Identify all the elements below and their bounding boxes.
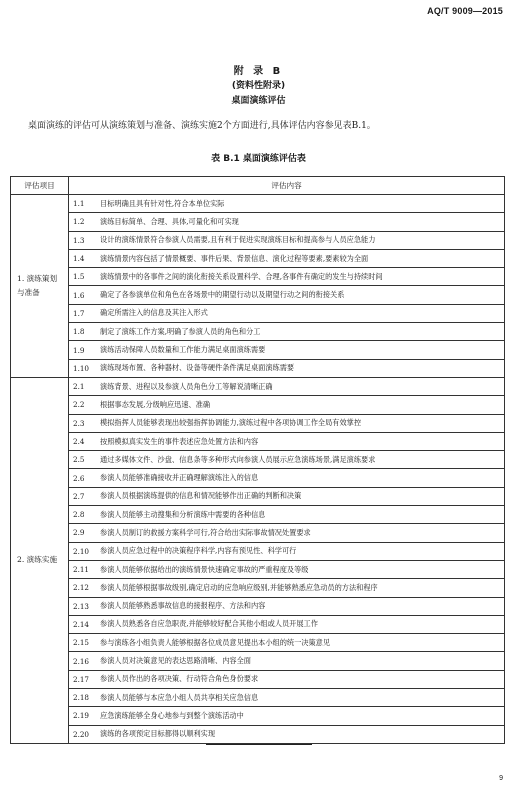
item-cell: [69, 451, 505, 469]
item-text: 参演人员熟悉各自应急职责,并能够较好配合其他小组或人员开展工作: [100, 619, 318, 629]
item-cell: [69, 377, 505, 395]
item-text: 参演人员能够依据给出的演练情景快速确定事故的严重程度及等级: [100, 564, 309, 574]
annex-name: 桌面演练评估: [231, 96, 286, 106]
evaluation-table: [10, 176, 505, 744]
table-caption: 表 B.1 桌面演练评估表: [211, 154, 306, 164]
item-cell: [69, 414, 505, 432]
page-number: 9: [499, 775, 503, 782]
header-eval-content: 评估内容: [69, 177, 505, 195]
item-cell: [69, 707, 505, 725]
item-number: 2.1: [73, 382, 85, 392]
category-cell: 1. 演练策划与准备: [11, 195, 69, 378]
item-number: 2.8: [73, 510, 85, 520]
item-text: 通过多媒体文件、沙盘、信息条等多种形式向参演人员展示应急演练场景,满足演练要求: [100, 454, 376, 464]
header-eval-item: 评估项目: [11, 177, 69, 195]
table-row: [11, 707, 505, 725]
item-number: 1.3: [73, 235, 85, 245]
item-text: 参与演练各小组负责人能够根据各位成员意见提出本小组的统一决策意见: [100, 637, 331, 647]
item-number: 2.9: [73, 528, 85, 538]
item-number: 2.14: [73, 619, 90, 629]
item-text: 参演人员能够主动搜集和分析演练中需要的各种信息: [100, 509, 266, 519]
item-number: 2.18: [73, 693, 90, 703]
item-text: 按照模拟真实发生的事件表述应急处置方法和内容: [100, 436, 259, 446]
item-number: 2.10: [73, 546, 90, 556]
item-cell: [69, 359, 505, 377]
item-cell: [69, 432, 505, 450]
table-row: [11, 469, 505, 487]
item-text: 演练背景、进程以及参演人员角色分工等解说清晰正确: [100, 381, 273, 391]
annex-title: 附 录 B: [233, 66, 284, 77]
table-body: [11, 195, 505, 744]
item-number: 2.6: [73, 473, 85, 483]
item-text: 演练的各项预定目标都得以顺利实现: [100, 729, 216, 739]
item-cell: [69, 304, 505, 322]
item-cell: [69, 560, 505, 578]
item-cell: [69, 634, 505, 652]
table-row: [11, 579, 505, 597]
item-number: 2.17: [73, 674, 90, 684]
table-row: [11, 560, 505, 578]
table-row: [11, 304, 505, 322]
table-row: [11, 231, 505, 249]
item-number: 1.9: [73, 345, 85, 355]
table-row: [11, 213, 505, 231]
item-text: 确定了各参演单位和角色在各场景中的期望行动以及期望行动之间的衔接关系: [100, 290, 345, 300]
item-text: 参演人员能够熟悉事故信息的接报程序、方法和内容: [100, 601, 266, 611]
item-cell: [69, 542, 505, 560]
item-number: 1.4: [73, 254, 85, 264]
item-number: 2.12: [73, 583, 90, 593]
item-number: 1.8: [73, 327, 85, 337]
item-cell: [69, 213, 505, 231]
table-row: [11, 524, 505, 542]
item-text: 参演人员应急过程中的决策程序科学,内容有预见性、科学可行: [100, 546, 297, 556]
annex-kind: (资料性附录): [231, 81, 286, 91]
item-number: 2.5: [73, 455, 85, 465]
table-row: [11, 359, 505, 377]
item-cell: [69, 506, 505, 524]
item-number: 2.4: [73, 437, 85, 446]
item-text: 确定所需注入的信息及其注入形式: [100, 308, 208, 318]
item-cell: [69, 286, 505, 304]
item-cell: [69, 524, 505, 542]
item-cell: [69, 725, 505, 743]
item-number: 2.2: [73, 400, 85, 410]
table-row: [11, 268, 505, 286]
table-row: [11, 542, 505, 560]
item-text: 参演人员能够根据事故级别,确定启动的应急响应级别,并能够熟悉应急动员的方法和程序: [100, 582, 378, 592]
table-row: [11, 195, 505, 213]
table-row: [11, 689, 505, 707]
item-text: 制定了演练工作方案,明确了参演人员的角色和分工: [100, 326, 261, 336]
item-text: 参演人员对决策意见的表达思路清晰、内容全面: [100, 656, 251, 666]
item-text: 演练情景内容包括了情景概要、事件后果、背景信息、演化过程等要素,要素较为全面: [100, 253, 369, 263]
item-text: 目标明确且具有针对性,符合本单位实际: [100, 198, 225, 208]
intro-paragraph: 桌面演练的评估可从演练策划与准备、演练实施2个方面进行,具体评估内容参见表B.1。: [28, 121, 376, 131]
item-number: 1.7: [73, 308, 85, 318]
table-row: [11, 451, 505, 469]
item-number: 2.7: [73, 491, 85, 501]
item-cell: [69, 469, 505, 487]
item-cell: [69, 268, 505, 286]
item-text: 根据事态发展,分级响应迅速、准确: [100, 399, 211, 409]
item-number: 1.1: [73, 199, 85, 209]
item-text: 参演人员能够准确接收并正确理解演练注入的信息: [100, 473, 259, 483]
item-cell: [69, 249, 505, 267]
item-text: 应急演练能够全身心地参与到整个演练活动中: [100, 710, 244, 720]
item-cell: [69, 341, 505, 359]
item-cell: [69, 396, 505, 414]
table-row: [11, 323, 505, 341]
item-cell: [69, 579, 505, 597]
item-cell: [69, 689, 505, 707]
item-number: 2.15: [73, 638, 90, 648]
item-cell: [69, 195, 505, 213]
item-number: 2.13: [73, 601, 90, 611]
item-text: 设计的演练情景符合参演人员需要,且有利于促进实现演练目标和提高参与人员应急能力: [100, 235, 376, 245]
item-number: 2.16: [73, 656, 90, 666]
item-number: 1.10: [73, 363, 90, 373]
table-row: [11, 286, 505, 304]
item-cell: [69, 597, 505, 615]
item-number: 2.20: [73, 729, 90, 739]
category-cell: 2. 演练实施: [11, 377, 69, 743]
table-row: [11, 432, 505, 450]
table-row: [11, 396, 505, 414]
table-row: [11, 249, 505, 267]
item-cell: [69, 670, 505, 688]
table-row: [11, 725, 505, 743]
item-number: 2.19: [73, 711, 90, 721]
item-text: 参演人员制订的救援方案科学可行,符合给出实际事故情况处置要求: [100, 527, 311, 537]
item-text: 参演人员作出的各项决策、行动符合角色身份要求: [100, 674, 259, 684]
item-text: 演练现场布置、各种器材、设备等硬件条件满足桌面演练需要: [100, 363, 295, 373]
footer-rule: [206, 744, 312, 745]
standard-code: AQ/T 9009—2015: [427, 6, 503, 16]
table-row: [11, 652, 505, 670]
item-text: 演练情景中的各事件之间的演化衔接关系设置科学、合理,各事件有确定的发生与持续时间: [100, 271, 383, 281]
table-row: [11, 341, 505, 359]
table-header-row: [11, 177, 505, 195]
table-row: [11, 597, 505, 615]
item-text: 参演人员根据演练提供的信息和情况能够作出正确的判断和决策: [100, 491, 302, 501]
table-row: [11, 634, 505, 652]
item-text: 演练活动保障人员数量和工作能力满足桌面演练需要: [100, 345, 266, 355]
table-row: [11, 670, 505, 688]
item-cell: [69, 487, 505, 505]
table-row: [11, 506, 505, 524]
item-number: 1.2: [73, 217, 85, 227]
item-cell: [69, 231, 505, 249]
item-text: 参演人员能够与本应急小组人员共享相关应急信息: [100, 692, 259, 702]
table-row: [11, 615, 505, 633]
item-number: 2.11: [73, 565, 90, 575]
item-cell: [69, 652, 505, 670]
item-cell: [69, 615, 505, 633]
item-number: 1.6: [73, 290, 85, 300]
item-text: 模拟指挥人员能够表现出较强指挥协调能力,演练过程中各项协调工作全局有效掌控: [100, 418, 362, 428]
item-number: 2.3: [73, 418, 85, 428]
item-cell: [69, 323, 505, 341]
item-number: 1.5: [73, 272, 85, 282]
item-text: 演练目标简单、合理、具体,可量化和可实现: [100, 216, 239, 226]
table-row: [11, 377, 505, 395]
table-row: [11, 414, 505, 432]
table-row: [11, 487, 505, 505]
